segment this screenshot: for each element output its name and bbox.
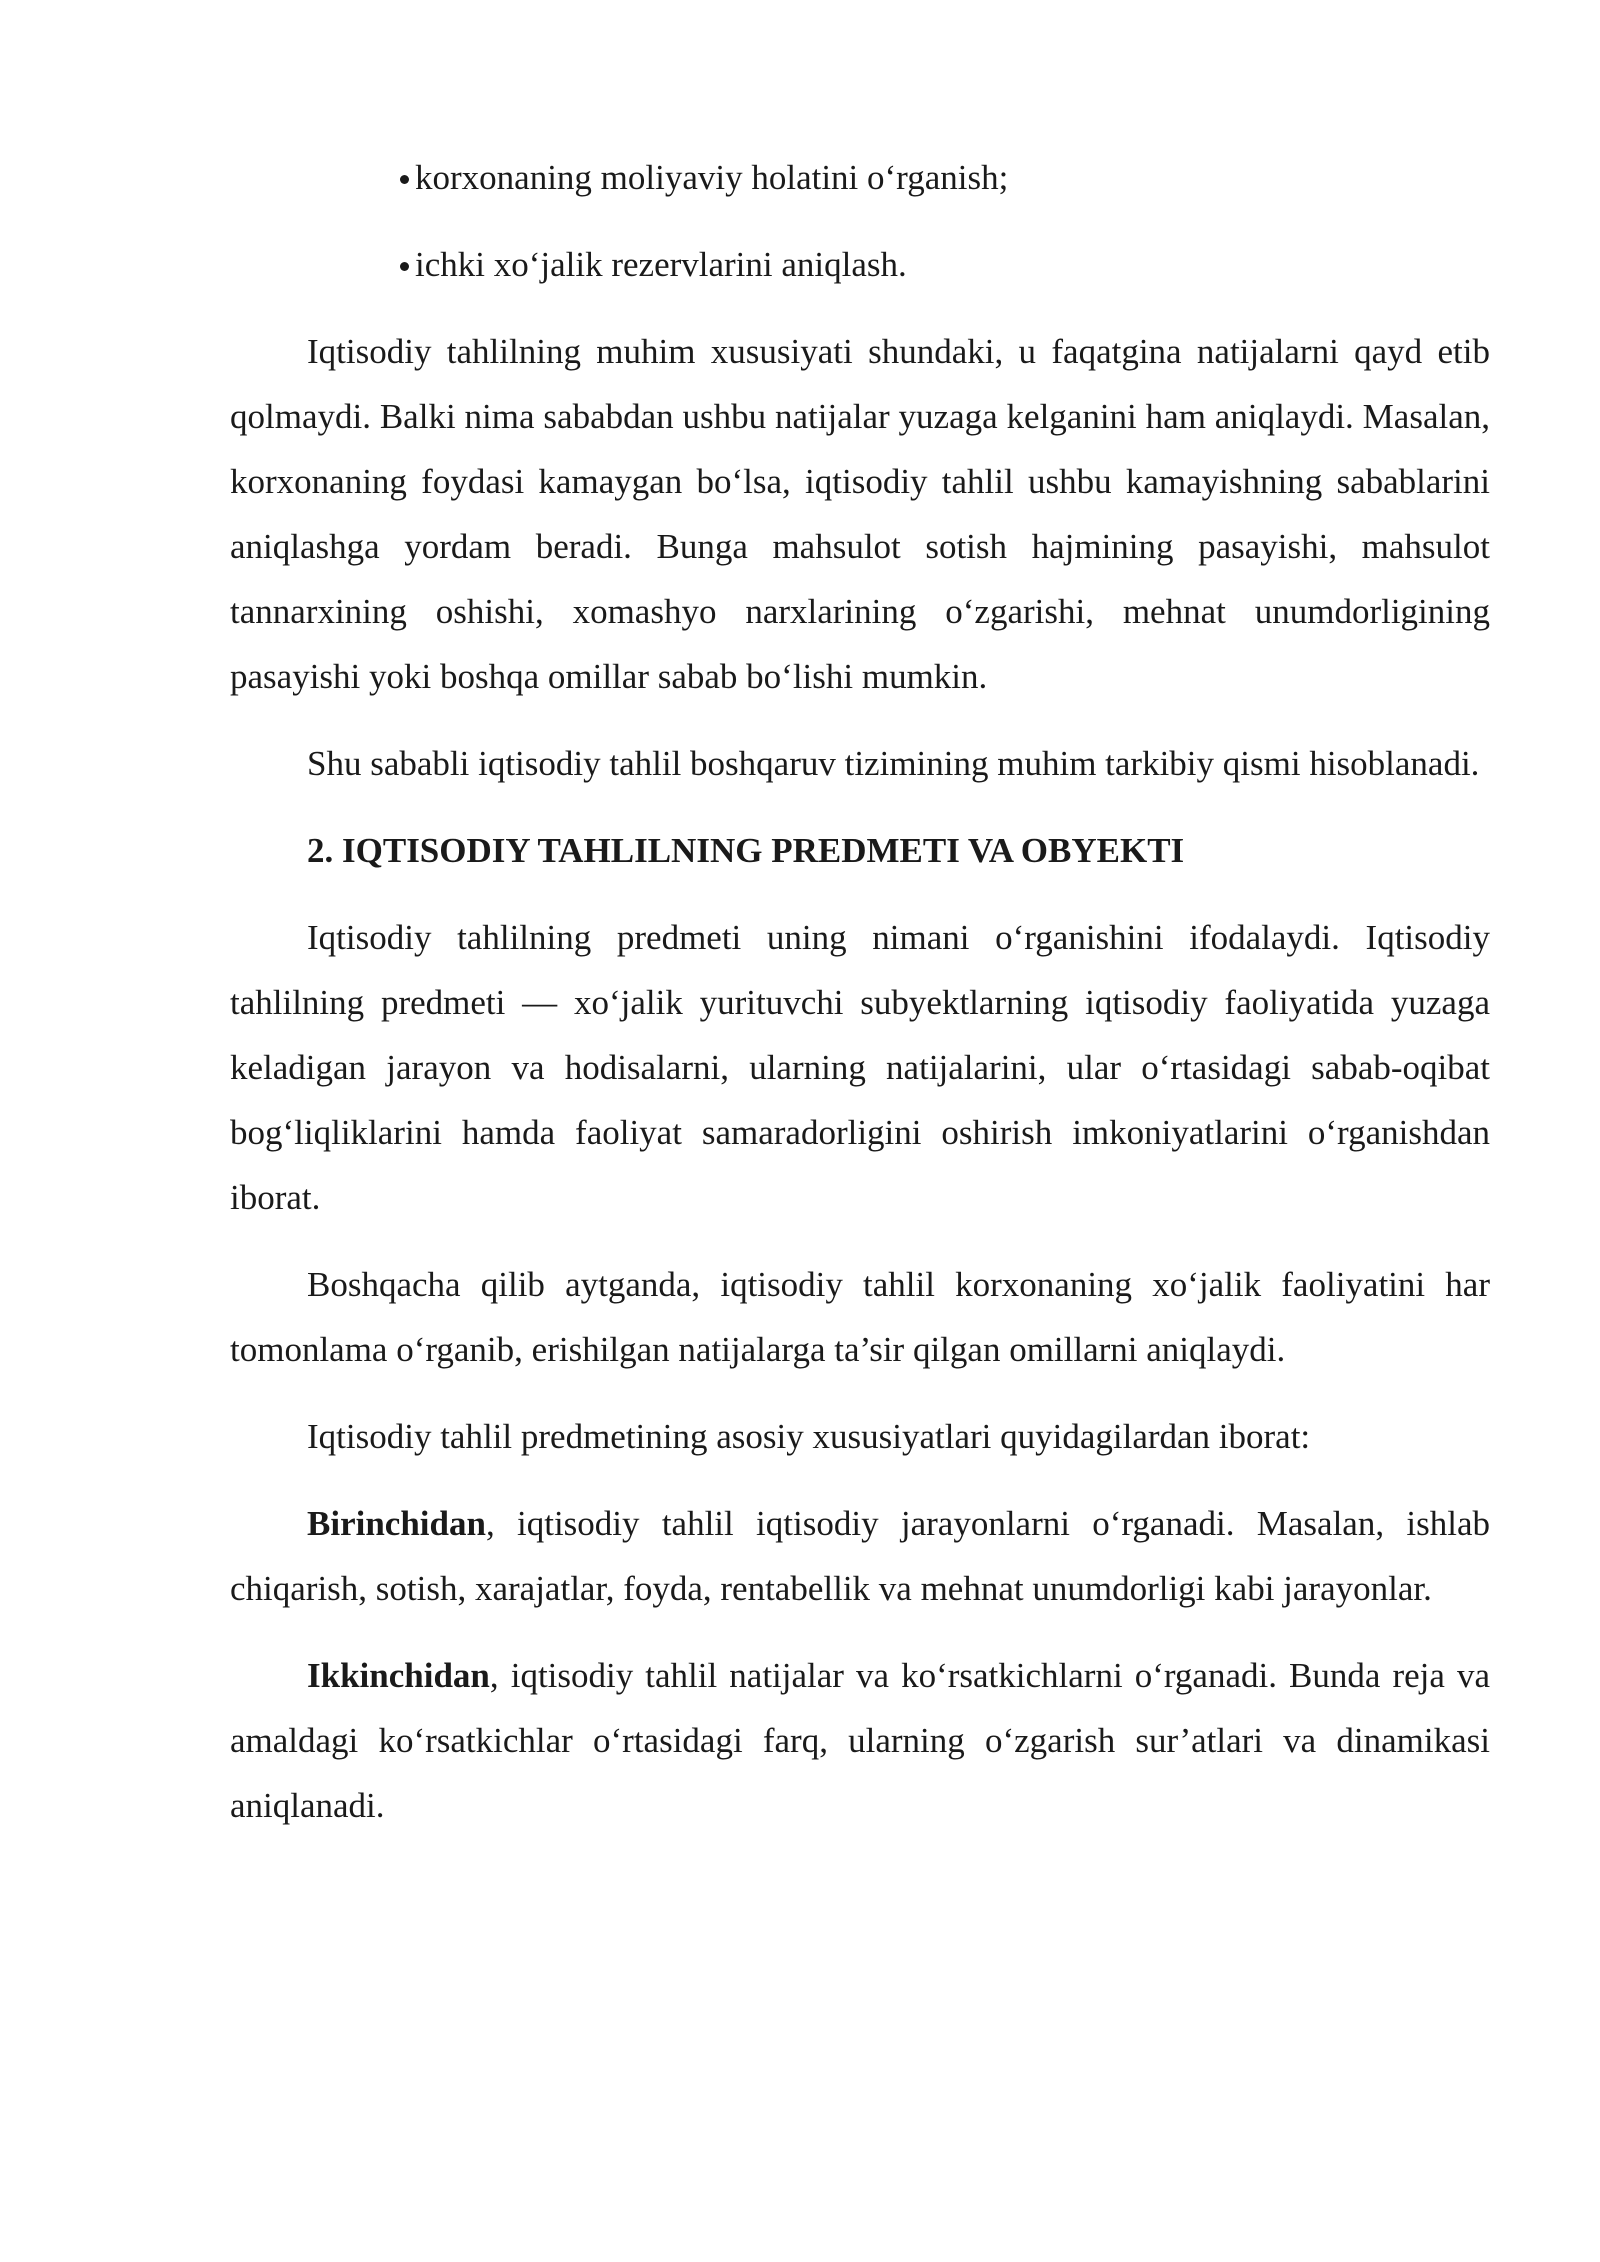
bullet-item: [230, 232, 1490, 297]
paragraph: Boshqacha qilib aytganda, iqtisodiy tahlil korxonaning xo‘jalik faoliyatini har tomonlama o‘rganib, erishilgan natijalarga ta’sir qilgan omillarni aniqlaydi.: [230, 1265, 1490, 1369]
bullet-dot-icon: [400, 262, 409, 271]
paragraph-text: , iqtisodiy tahlil iqtisodiy jarayonlarni o‘rganadi. Masalan, ishlab chiqarish, sotish, xarajatlar, foyda, rentabellik va mehnat unumdorligi kabi jarayonlar.: [230, 1504, 1490, 1608]
paragraph: Iqtisodiy tahlil predmetining asosiy xususiyatlari quyidagilardan iborat:: [307, 1417, 1311, 1456]
section-heading: 2. IQTISODIY TAHLILNING PREDMETI VA OBYEKTI: [307, 831, 1185, 870]
bullet-item: [230, 145, 1490, 210]
paragraph: [230, 1643, 1490, 1838]
paragraph-text: , iqtisodiy tahlil natijalar va ko‘rsatkichlarni o‘rganadi. Bunda reja va amaldagi ko‘rsatkichlar o‘rtasidagi farq, ularning o‘zgarish sur’atlari va dinamikasi aniqlanadi.: [230, 1656, 1490, 1825]
emphasis-word: Ikkinchidan: [307, 1656, 490, 1695]
paragraph: Shu sababli iqtisodiy tahlil boshqaruv tizimining muhim tarkibiy qismi hisoblanadi.: [307, 744, 1480, 783]
emphasis-word: Birinchidan: [307, 1504, 486, 1543]
bullet-dot-icon: [400, 175, 409, 184]
bullet-text: korxonaning moliyaviy holatini o‘rganish;: [415, 158, 1009, 197]
paragraph: Iqtisodiy tahlilning muhim xususiyati shundaki, u faqatgina natijalarni qayd etib qolmaydi. Balki nima sababdan ushbu natijalar yuzaga kelganini ham aniqlaydi. Masalan, korxonaning foydasi kamaygan bo‘lsa, iqtisodiy tahlil ushbu kamayishning sabablarini aniqlashga yordam beradi. Bunga mahsulot sotish hajmining pasayishi, mahsulot tannarxining oshishi, xomashyo narxlarining o‘zgarishi, mehnat unumdorligining pasayishi yoki boshqa omillar sabab bo‘lishi mumkin.: [230, 332, 1490, 696]
paragraph: Iqtisodiy tahlilning predmeti uning nimani o‘rganishini ifodalaydi. Iqtisodiy tahlilning predmeti — xo‘jalik yurituvchi subyektlarning iqtisodiy faoliyatida yuzaga keladigan jarayon va hodisalarni, ularning natijalarini, ular o‘rtasidagi sabab-oqibat bog‘liqliklarini hamda faoliyat samaradorligini oshirish imkoniyatlarini o‘rganishdan iborat.: [230, 918, 1490, 1217]
paragraph: [230, 1491, 1490, 1621]
document-page: [230, 145, 1490, 1860]
bullet-text: ichki xo‘jalik rezervlarini aniqlash.: [415, 245, 907, 284]
